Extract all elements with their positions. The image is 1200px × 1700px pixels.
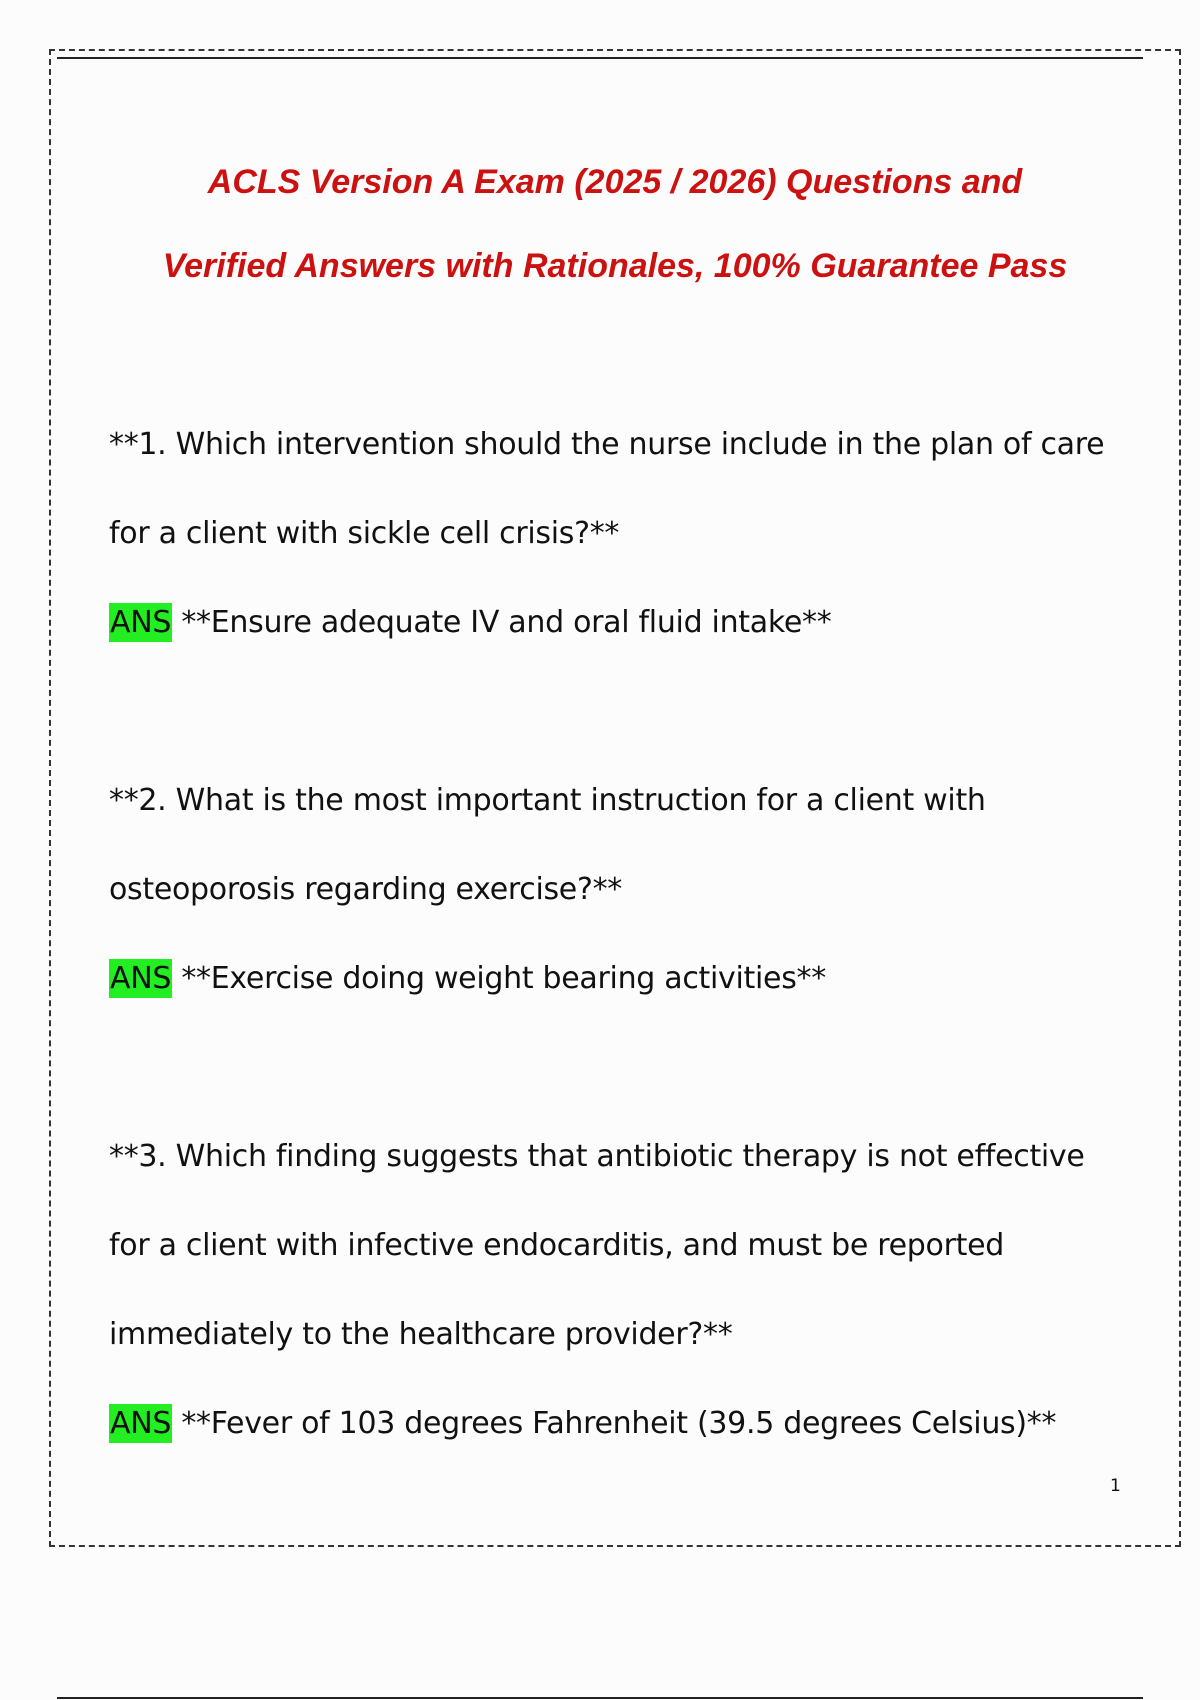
answer-2 xyxy=(109,934,1129,1023)
title-line-1: ACLS Version A Exam (2025 / 2026) Questions and xyxy=(207,163,1023,201)
qa-item-1 xyxy=(109,400,1129,667)
question-1-line-1: **1. Which intervention should the nurse include in the plan of care xyxy=(109,427,1105,462)
ans-highlight: ANS xyxy=(110,961,172,996)
title-line-2: Verified Answers with Rationales, 100% Guarantee Pass xyxy=(162,247,1068,285)
answer-3 xyxy=(109,1379,1129,1468)
question-2-line-1: **2. What is the most important instruction for a client with xyxy=(109,783,986,818)
question-1-line-2: for a client with sickle cell crisis?** xyxy=(109,516,620,551)
answer-2-text: **Exercise doing weight bearing activities** xyxy=(172,961,826,996)
document-title xyxy=(0,140,1200,308)
question-3-line-2: for a client with infective endocarditis, and must be reported xyxy=(109,1228,1004,1263)
answer-3-text: **Fever of 103 degrees Fahrenheit (39.5 degrees Celsius)** xyxy=(172,1406,1057,1441)
ans-highlight: ANS xyxy=(110,605,172,640)
question-2-line-2: osteoporosis regarding exercise?** xyxy=(109,872,622,907)
header-rule xyxy=(57,57,1143,59)
answer-1-text: **Ensure adequate IV and oral fluid intake** xyxy=(172,605,832,640)
page-number: 1 xyxy=(1110,1476,1121,1496)
question-3-line-1: **3. Which finding suggests that antibiotic therapy is not effective xyxy=(109,1139,1085,1174)
answer-1 xyxy=(109,578,1129,667)
qa-list xyxy=(109,400,1129,1468)
next-page-header-rule xyxy=(57,1697,1143,1699)
question-3-line-3: immediately to the healthcare provider?** xyxy=(109,1317,733,1352)
qa-item-3 xyxy=(109,1112,1129,1468)
ans-highlight: ANS xyxy=(110,1406,172,1441)
qa-item-2 xyxy=(109,756,1129,1023)
